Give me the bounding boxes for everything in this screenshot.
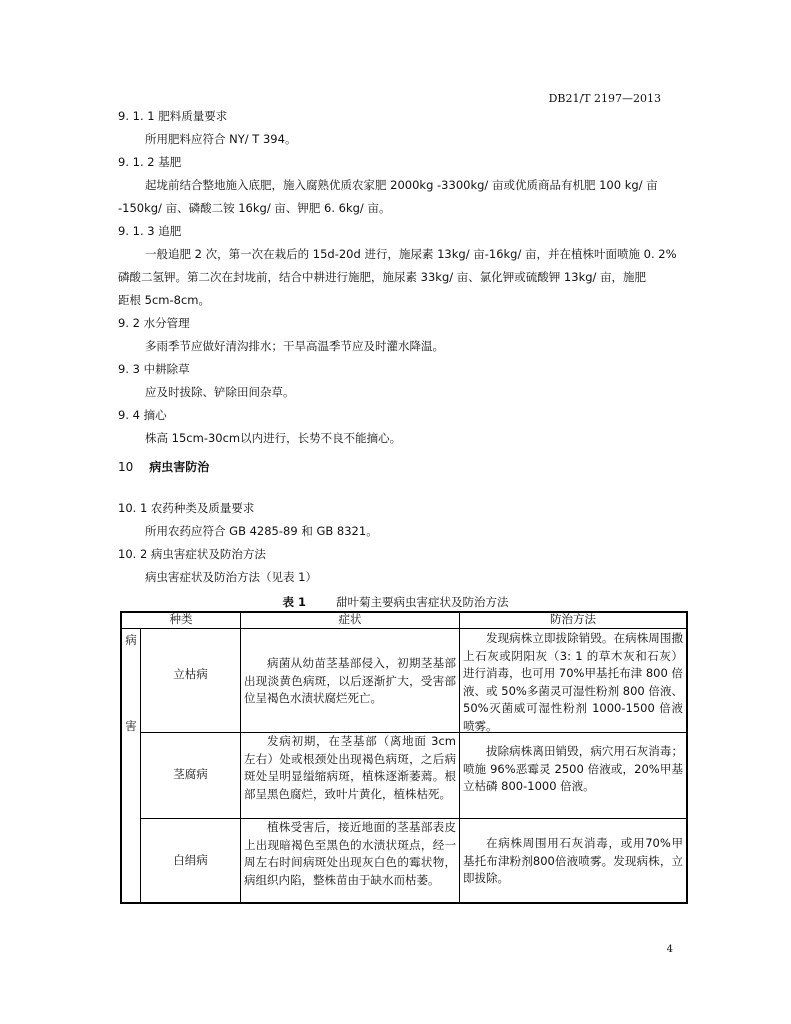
heading-10-title: 病虫害防治 xyxy=(149,460,210,474)
table-right-border xyxy=(686,611,688,904)
text-9-1-2-line2: -150kg/ 亩、磷酸二铵 16kg/ 亩、钾肥 6. 6kg/ 亩。 xyxy=(118,201,391,215)
table-caption xyxy=(0,594,791,610)
table-col-rule-2 xyxy=(459,611,460,904)
text-9-1-3-line1: 一般追肥 2 次，第一次在栽后的 15d-20d 进行，施尿素 13kg/ 亩-16kg/ 亩，并在植株叶面喷施 0. 2% xyxy=(145,247,677,261)
heading-10-1: 10. 1 农药种类及质量要求 xyxy=(118,501,255,515)
row1-symptom: 病菌从幼苗茎基部侵入，初期茎基部出现淡黄色病斑，以后逐渐扩大，受害部位呈褐色水渍状腐烂死亡。 xyxy=(244,656,456,705)
table-bottom-border xyxy=(120,902,688,904)
standard-number: DB21/T 2197—2013 xyxy=(548,92,661,105)
heading-9-4: 9. 4 摘心 xyxy=(118,408,167,422)
header-type: 种类 xyxy=(169,612,193,626)
text-10-1: 所用农药应符合 GB 4285-89 和 GB 8321。 xyxy=(145,524,378,538)
text-10-2: 病虫害症状及防治方法（见表 1） xyxy=(145,570,317,584)
heading-9-1-3: 9. 1. 3 追肥 xyxy=(118,224,182,238)
heading-10-2: 10. 2 病虫害症状及防治方法 xyxy=(118,547,266,561)
group-label-char-2: 害 xyxy=(125,719,137,733)
row2-control: 拔除病株离田销毁，病穴用石灰消毒；喷施 96%恶霉灵 2500 倍液或，20%甲基立枯磷 800-1000 倍液。 xyxy=(463,744,683,793)
row3-name: 白绢病 xyxy=(173,853,208,867)
row3-control: 在病株周围用石灰消毒，或用70%甲基托布津粉剂800倍液喷雾。发现病株，立即拔除。 xyxy=(463,836,683,885)
table-header-rule xyxy=(120,628,688,629)
pest-disease-table xyxy=(120,611,688,904)
header-symptom: 症状 xyxy=(338,612,362,626)
text-9-1-3-line3: 距根 5cm-8cm。 xyxy=(118,293,210,307)
group-label-char-1: 病 xyxy=(125,633,137,647)
table-left-border xyxy=(120,611,122,904)
text-9-1-3-line2: 磷酸二氢钾。第二次在封垅前，结合中耕进行施肥，施尿素 33kg/ 亩、氯化钾或硫酸钾 13kg/ 亩，施肥 xyxy=(118,270,647,284)
table-caption-title: 甜叶菊主要病虫害症状及防治方法 xyxy=(336,595,509,609)
table-caption-label: 表 1 xyxy=(282,595,306,609)
header-control: 防治方法 xyxy=(550,612,596,626)
row1-name: 立枯病 xyxy=(173,667,208,681)
text-9-4: 株高 15cm-30cm以内进行，长势不良不能摘心。 xyxy=(145,431,402,445)
heading-10-number: 10 xyxy=(118,460,134,474)
row2-symptom: 发病初期，在茎基部（离地面 3cm 左右）处或根颈处出现褐色病斑，之后病斑处呈明显缢缩病斑，植株逐渐萎蔫。根部呈黑色腐烂，致叶片黄化，植株枯死。 xyxy=(244,734,456,801)
text-9-1-2-line1: 起垅前结合整地施入底肥，施入腐熟优质农家肥 2000kg -3300kg/ 亩或优质商品有机肥 100 kg/ 亩 xyxy=(145,178,658,192)
text-9-3: 应及时拔除、铲除田间杂草。 xyxy=(145,385,295,399)
heading-9-2: 9. 2 水分管理 xyxy=(118,316,190,330)
row2-name: 茎腐病 xyxy=(173,767,208,781)
heading-9-1-1: 9. 1. 1 肥料质量要求 xyxy=(118,109,228,123)
heading-9-3: 9. 3 中耕除草 xyxy=(118,362,190,376)
heading-10 xyxy=(118,458,209,475)
page-number: 4 xyxy=(666,944,673,955)
text-9-2: 多雨季节应做好清沟排水；干旱高温季节应及时灌水降温。 xyxy=(145,339,444,353)
heading-9-1-2: 9. 1. 2 基肥 xyxy=(118,155,182,169)
table-col-rule-1 xyxy=(240,611,241,904)
row3-symptom: 植株受害后，接近地面的茎基部表皮上出现暗褐色至黑色的水渍状斑点，经一周左右时间病斑处出现灰白色的霉状物，病组织内陷，整株苗由于缺水而枯萎。 xyxy=(244,820,456,887)
row1-control: 发现病株立即拔除销毁。在病株周围撒上石灰或阴阳灰（3: 1 的草木灰和石灰）进行消毒，也可用 70%甲基托布津 800 倍液、或 50%多菌灵可湿性粉剂 800 倍液、50%灭菌威可湿性粉剂 1000-1500 倍液喷雾。 xyxy=(463,631,683,733)
text-9-1-1: 所用肥料应符合 NY/ T 394。 xyxy=(145,132,297,146)
